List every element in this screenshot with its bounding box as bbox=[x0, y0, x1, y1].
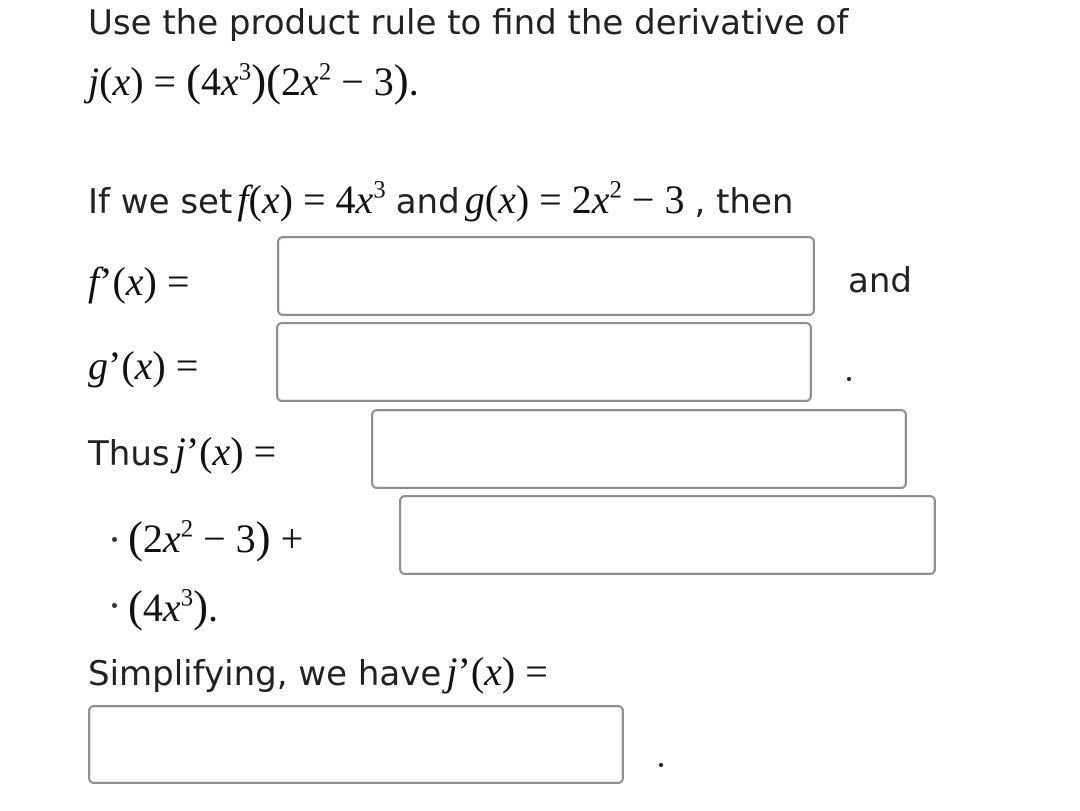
fprime-label: f’(x) = bbox=[88, 259, 190, 304]
end-period-mark bbox=[847, 377, 851, 381]
end-period-mark bbox=[659, 763, 663, 767]
simplifying-line: Simplifying, we have j’(x) = bbox=[88, 649, 548, 694]
simplified-answer-input[interactable] bbox=[88, 705, 624, 784]
problem-instruction: Use the product rule to find the derivative of bbox=[88, 3, 849, 43]
setup-line: If we set $f(x) = 4x^3$ and $g(x) = 2x^2 - 3$ , then bbox=[88, 176, 794, 222]
term-two-expression: $(4x^3)$. bbox=[128, 581, 219, 631]
term-one-expression: $(2x^2 - 3)$ + bbox=[128, 512, 304, 562]
gprime-answer-input[interactable] bbox=[276, 322, 812, 402]
jprime-second-factor-input[interactable] bbox=[399, 495, 936, 575]
multiply-dot bbox=[112, 537, 117, 542]
gprime-label: g’(x) = bbox=[88, 343, 199, 388]
fprime-answer-input[interactable] bbox=[277, 236, 815, 316]
and-text: and bbox=[848, 261, 912, 301]
function-definition: $j(x) = (4x^3)(2x^2 - 3)$. bbox=[88, 55, 419, 105]
thus-jprime-label: Thus j’(x) = bbox=[88, 429, 277, 474]
jprime-first-factor-input[interactable] bbox=[371, 409, 907, 489]
multiply-dot bbox=[112, 603, 117, 608]
